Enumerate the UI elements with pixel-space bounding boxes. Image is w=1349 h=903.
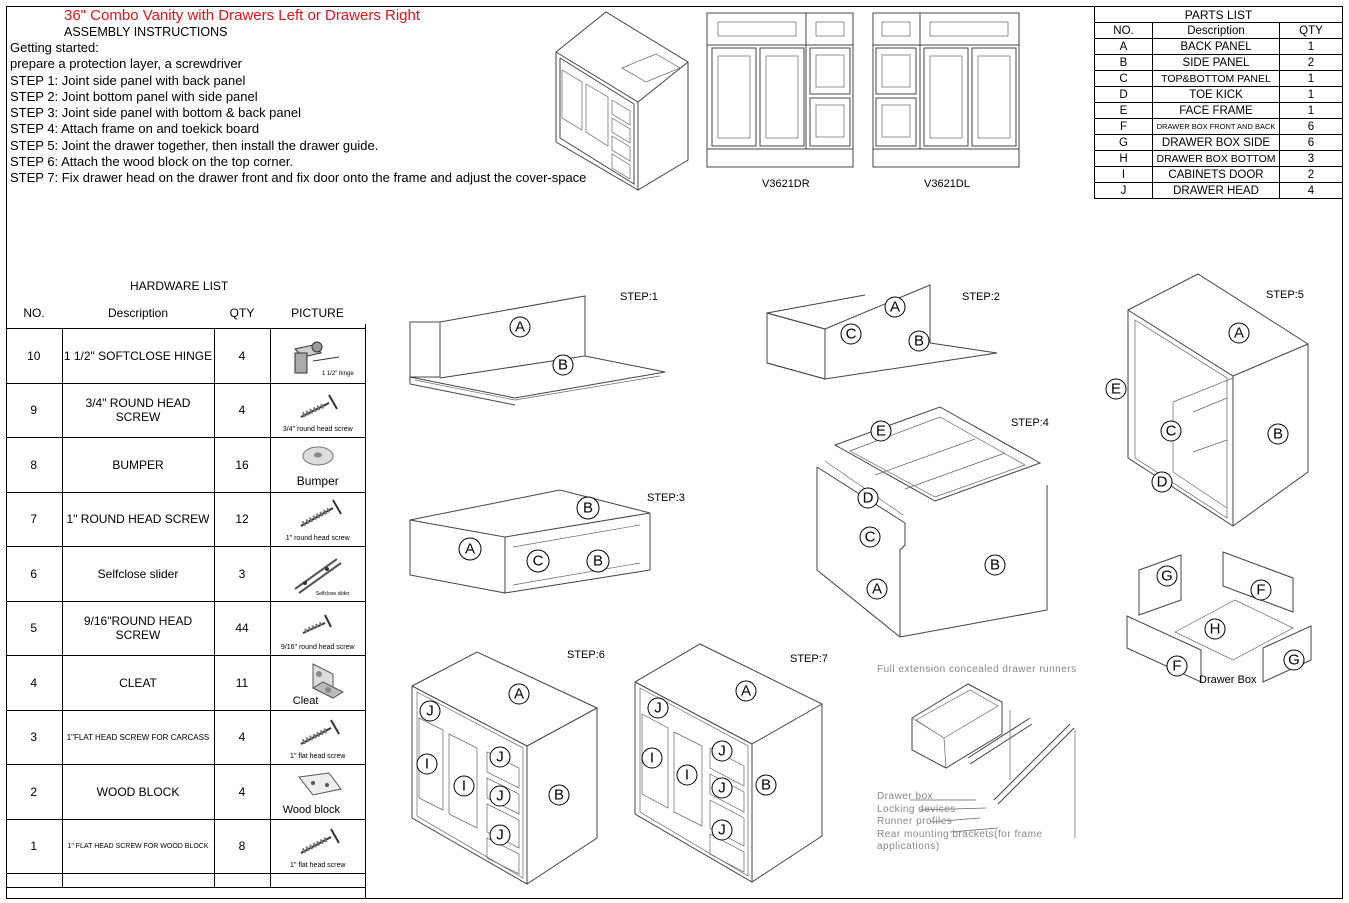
parts-row bbox=[1095, 119, 1343, 135]
hardware-row bbox=[6, 765, 365, 820]
hw-header-qty: QTY bbox=[229, 305, 255, 320]
hw-header-picture: PICTURE bbox=[291, 305, 344, 320]
hw-no: 8 bbox=[6, 438, 62, 493]
screw-icon bbox=[273, 385, 363, 425]
part-callout: E bbox=[875, 422, 887, 440]
part-no: F bbox=[1095, 119, 1153, 135]
part-callout: J bbox=[718, 742, 726, 760]
part-callout: A bbox=[1233, 324, 1245, 342]
step-3-drawing bbox=[405, 485, 660, 595]
wood-block-icon bbox=[273, 767, 363, 807]
part-qty: 4 bbox=[1280, 183, 1343, 199]
step-6-label: STEP:6 bbox=[567, 649, 605, 661]
document-subtitle: ASSEMBLY INSTRUCTIONS bbox=[64, 25, 228, 39]
step-1-text: STEP 1: Joint side panel with back panel bbox=[10, 72, 246, 88]
part-callout: I bbox=[461, 777, 467, 795]
part-qty: 1 bbox=[1280, 87, 1343, 103]
part-callout: B bbox=[582, 499, 594, 517]
hw-picture bbox=[270, 383, 365, 438]
runner-note-item: applications) bbox=[877, 841, 940, 852]
parts-list-title: PARTS LIST bbox=[1095, 7, 1343, 23]
step-2-text: STEP 2: Joint bottom panel with side panel bbox=[10, 88, 258, 104]
screw-icon bbox=[273, 603, 363, 643]
hw-picture-caption: Cleat bbox=[292, 694, 319, 707]
parts-row bbox=[1095, 151, 1343, 167]
hw-picture bbox=[270, 547, 365, 602]
part-callout: J bbox=[496, 787, 504, 805]
part-qty: 6 bbox=[1280, 135, 1343, 151]
hw-qty: 11 bbox=[214, 656, 270, 711]
part-callout: B bbox=[557, 356, 569, 374]
parts-row bbox=[1095, 167, 1343, 183]
part-callout: A bbox=[464, 540, 476, 558]
step-4-text: STEP 4: Attach frame on and toekick board bbox=[10, 121, 260, 137]
hw-qty: 4 bbox=[214, 383, 270, 438]
model-label-v3621dr: V3621DR bbox=[762, 178, 810, 190]
part-desc: FACE FRAME bbox=[1153, 103, 1280, 119]
hw-no: 9 bbox=[6, 383, 62, 438]
part-qty: 1 bbox=[1280, 39, 1343, 55]
model-label-v3621dl: V3621DL bbox=[924, 178, 970, 190]
hw-no: 1 bbox=[6, 819, 62, 874]
runner-note-item: Runner profiles bbox=[877, 816, 953, 827]
step-2-drawing bbox=[765, 283, 1005, 383]
document-title: 36" Combo Vanity with Drawers Left or Drawers Right bbox=[64, 7, 421, 24]
part-callout: C bbox=[1165, 422, 1177, 440]
part-callout: J bbox=[718, 821, 726, 839]
hardware-row bbox=[6, 383, 365, 438]
hw-picture bbox=[270, 601, 365, 656]
hw-picture bbox=[270, 656, 365, 711]
hardware-list-table bbox=[6, 297, 365, 903]
hardware-row bbox=[6, 819, 365, 874]
parts-row bbox=[1095, 135, 1343, 151]
hw-desc: WOOD BLOCK bbox=[62, 765, 214, 820]
part-qty: 1 bbox=[1280, 103, 1343, 119]
part-callout: C bbox=[532, 552, 544, 570]
hw-desc: 3/4" ROUND HEAD SCREW bbox=[62, 383, 214, 438]
parts-header-description: Description bbox=[1153, 23, 1280, 39]
hw-picture bbox=[270, 710, 365, 765]
part-callout: A bbox=[871, 580, 883, 598]
step-2-label: STEP:2 bbox=[962, 291, 1000, 303]
part-callout: I bbox=[424, 755, 430, 773]
part-callout: H bbox=[1209, 620, 1221, 638]
hw-desc: CLEAT bbox=[62, 656, 214, 711]
hw-picture-caption: Bumper bbox=[296, 473, 339, 488]
hw-desc: Selfclose slider bbox=[62, 547, 214, 602]
hw-desc: 1" FLAT HEAD SCREW FOR WOOD BLOCK bbox=[62, 819, 214, 874]
hardware-row bbox=[6, 329, 365, 384]
hardware-row bbox=[6, 492, 365, 547]
part-callout: E bbox=[1110, 380, 1122, 398]
hw-qty: 3 bbox=[214, 547, 270, 602]
step-5-label: STEP:5 bbox=[1266, 289, 1304, 301]
parts-row bbox=[1095, 39, 1343, 55]
part-desc: CABINETS DOOR bbox=[1153, 167, 1280, 183]
step-4-label: STEP:4 bbox=[1011, 417, 1049, 429]
hw-no: 10 bbox=[6, 329, 62, 384]
step-6-text: STEP 6: Attach the wood block on the top corner. bbox=[10, 154, 294, 170]
part-no: E bbox=[1095, 103, 1153, 119]
hw-no: 6 bbox=[6, 547, 62, 602]
part-callout: B bbox=[1272, 425, 1284, 443]
step-1-label: STEP:1 bbox=[620, 291, 658, 303]
hardware-row bbox=[6, 547, 365, 602]
part-callout: A bbox=[514, 318, 526, 336]
part-callout: J bbox=[496, 748, 504, 766]
parts-header-qty: QTY bbox=[1280, 23, 1343, 39]
hardware-row bbox=[6, 710, 365, 765]
part-no: G bbox=[1095, 135, 1153, 151]
hw-desc: 1" ROUND HEAD SCREW bbox=[62, 492, 214, 547]
step-5-drawing bbox=[1103, 272, 1318, 542]
part-desc: BACK PANEL bbox=[1153, 39, 1280, 55]
runner-note-list bbox=[877, 791, 1043, 854]
hw-picture-caption: 1" flat head screw bbox=[290, 862, 346, 870]
part-qty: 3 bbox=[1280, 151, 1343, 167]
hardware-empty-row bbox=[6, 888, 365, 903]
step-4-drawing bbox=[815, 405, 1055, 640]
hw-picture bbox=[270, 329, 365, 384]
step-1-drawing bbox=[405, 292, 675, 402]
v3621dr-front-view bbox=[706, 12, 856, 172]
part-callout: J bbox=[426, 702, 434, 720]
hw-qty: 44 bbox=[214, 601, 270, 656]
parts-row bbox=[1095, 103, 1343, 119]
part-callout: G bbox=[1288, 651, 1300, 669]
part-qty: 2 bbox=[1280, 55, 1343, 71]
screw-icon bbox=[273, 821, 363, 861]
hw-desc: 9/16"ROUND HEAD SCREW bbox=[62, 601, 214, 656]
step-5-text: STEP 5: Joint the drawer together, then install the drawer guide. bbox=[10, 137, 379, 153]
vanity-isometric-drawing bbox=[552, 10, 692, 195]
hw-picture-caption: 1" flat head screw bbox=[290, 753, 346, 761]
hw-picture-caption: 9/16" round head screw bbox=[280, 644, 355, 652]
part-desc: DRAWER BOX SIDE bbox=[1153, 135, 1280, 151]
hw-no: 7 bbox=[6, 492, 62, 547]
part-no: A bbox=[1095, 39, 1153, 55]
hardware-row bbox=[6, 656, 365, 711]
v3621dl-front-view bbox=[872, 12, 1022, 172]
hw-desc: 1 1/2" SOFTCLOSE HINGE bbox=[62, 329, 214, 384]
runner-note-item: Rear mounting brackets(for frame bbox=[877, 828, 1043, 840]
parts-row bbox=[1095, 87, 1343, 103]
part-no: J bbox=[1095, 183, 1153, 199]
hw-qty: 12 bbox=[214, 492, 270, 547]
part-callout: A bbox=[740, 682, 752, 700]
part-callout: J bbox=[496, 826, 504, 844]
part-desc: TOE KICK bbox=[1153, 87, 1280, 103]
part-desc: DRAWER BOX FRONT AND BACK bbox=[1153, 119, 1280, 135]
part-desc: SIDE PANEL bbox=[1153, 55, 1280, 71]
part-no: D bbox=[1095, 87, 1153, 103]
part-callout: I bbox=[649, 749, 655, 767]
hw-qty: 16 bbox=[214, 438, 270, 493]
part-desc: TOP&BOTTOM PANEL bbox=[1153, 71, 1280, 87]
prep-text: prepare a protection layer, a screwdriver bbox=[10, 56, 242, 72]
hw-desc: BUMPER bbox=[62, 438, 214, 493]
part-no: H bbox=[1095, 151, 1153, 167]
part-callout: B bbox=[553, 786, 565, 804]
screw-icon bbox=[273, 712, 363, 752]
step-7-text: STEP 7: Fix drawer head on the drawer front and fix door onto the frame and adjust the cover-space bbox=[10, 170, 587, 186]
runner-note-item: Drawer box bbox=[877, 791, 934, 802]
parts-row bbox=[1095, 55, 1343, 71]
part-qty: 1 bbox=[1280, 71, 1343, 87]
hw-qty: 4 bbox=[214, 329, 270, 384]
part-callout: B bbox=[760, 776, 772, 794]
part-callout: F bbox=[1256, 581, 1266, 599]
hardware-list-title: HARDWARE LIST bbox=[130, 279, 229, 293]
step-7-drawing bbox=[630, 640, 830, 885]
getting-started-text: Getting started: bbox=[10, 40, 99, 55]
part-no: I bbox=[1095, 167, 1153, 183]
part-callout: C bbox=[864, 528, 876, 546]
part-callout: J bbox=[654, 699, 662, 717]
part-callout: B bbox=[592, 552, 604, 570]
hw-picture-caption: 1 1/2" hinge bbox=[321, 370, 354, 377]
parts-list-table bbox=[1094, 6, 1343, 199]
hardware-row bbox=[6, 438, 365, 493]
hw-picture bbox=[270, 438, 365, 493]
hw-picture-caption: 1" round head screw bbox=[285, 535, 350, 543]
hw-picture bbox=[270, 819, 365, 874]
part-desc: DRAWER BOX BOTTOM bbox=[1153, 151, 1280, 167]
part-no: B bbox=[1095, 55, 1153, 71]
hw-picture-caption: Wood block bbox=[282, 803, 341, 816]
parts-row bbox=[1095, 71, 1343, 87]
hardware-divider bbox=[365, 324, 366, 899]
hw-no: 4 bbox=[6, 656, 62, 711]
instructions bbox=[10, 40, 586, 187]
part-callout: F bbox=[1172, 657, 1182, 675]
hw-no: 5 bbox=[6, 601, 62, 656]
hw-header-no: NO. bbox=[23, 305, 45, 320]
hardware-empty-row bbox=[6, 874, 365, 888]
part-desc: DRAWER HEAD bbox=[1153, 183, 1280, 199]
part-callout: B bbox=[989, 556, 1001, 574]
part-callout: G bbox=[1161, 567, 1173, 585]
drawer-box-label: Drawer Box bbox=[1199, 674, 1257, 686]
step-6-drawing bbox=[407, 648, 602, 888]
hw-no: 3 bbox=[6, 710, 62, 765]
step-7-label: STEP:7 bbox=[790, 653, 828, 665]
part-callout: D bbox=[1156, 473, 1168, 491]
hw-qty: 4 bbox=[214, 765, 270, 820]
hardware-row bbox=[6, 601, 365, 656]
runner-note-title: Full extension concealed drawer runners bbox=[877, 664, 1077, 675]
hw-qty: 8 bbox=[214, 819, 270, 874]
part-no: C bbox=[1095, 71, 1153, 87]
hw-desc: 1"FLAT HEAD SCREW FOR CARCASS bbox=[62, 710, 214, 765]
hw-qty: 4 bbox=[214, 710, 270, 765]
part-qty: 2 bbox=[1280, 167, 1343, 183]
runner-note-item: Locking devices bbox=[877, 803, 956, 815]
screw-icon bbox=[273, 494, 363, 534]
step-3-label: STEP:3 bbox=[647, 492, 685, 504]
hw-picture-caption: Selfclose slider bbox=[315, 590, 350, 597]
drawer-box-exploded-drawing bbox=[1125, 550, 1337, 690]
hw-no: 2 bbox=[6, 765, 62, 820]
parts-row bbox=[1095, 183, 1343, 199]
hw-picture-caption: 3/4" round head screw bbox=[282, 426, 353, 434]
part-callout: I bbox=[684, 766, 690, 784]
part-callout: J bbox=[718, 779, 726, 797]
hw-header-description: Description bbox=[107, 305, 169, 320]
part-callout: B bbox=[913, 332, 925, 350]
part-callout: A bbox=[889, 298, 901, 316]
hw-picture bbox=[270, 492, 365, 547]
part-callout: C bbox=[845, 325, 857, 343]
step-3-text: STEP 3: Joint side panel with bottom & back panel bbox=[10, 105, 301, 121]
parts-header-no: NO. bbox=[1095, 23, 1153, 39]
part-callout: D bbox=[862, 489, 874, 507]
part-callout: A bbox=[513, 685, 525, 703]
hw-picture bbox=[270, 765, 365, 820]
part-qty: 6 bbox=[1280, 119, 1343, 135]
